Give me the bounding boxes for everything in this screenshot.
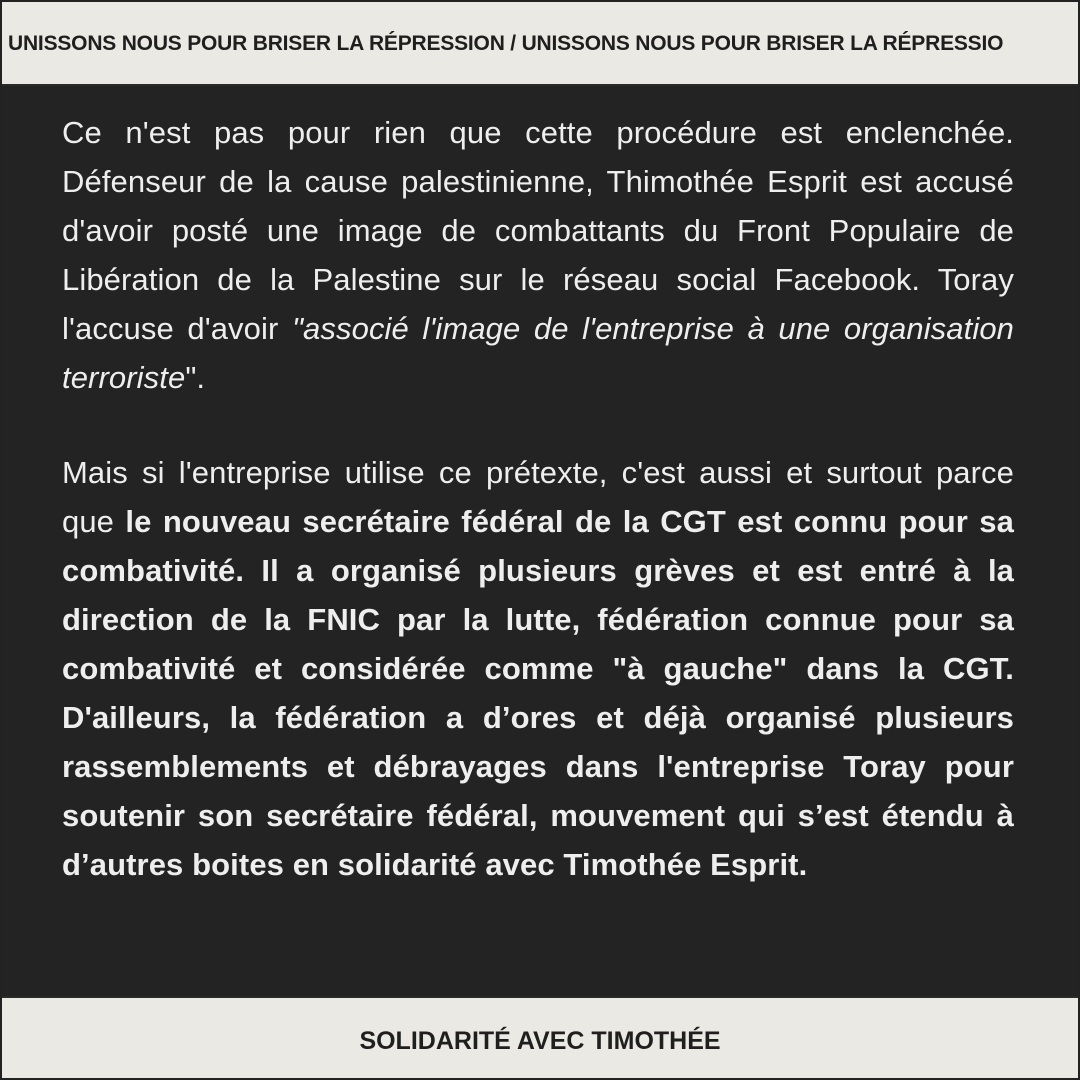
- article-body: [2, 86, 1078, 998]
- paragraph-1-intro: Ce n'est pas pour rien que cette procédure est enclenchée. Défenseur de la cause palestinienne, Thimothée Esprit est accusé d'avoir posté une image de combattants du Front Populaire de Libération de la Palestine sur le réseau social Facebook. Toray l'accuse d'avoir: [62, 115, 1014, 346]
- paragraph-2-bold: le nouveau secrétaire fédéral de la CGT est connu pour sa combativité. Il a organisé plusieurs grèves et est entré à la direction de la FNIC par la lutte, fédération connue pour sa combativité et considérée comme "à gauche" dans la CGT. D'ailleurs, la fédération a d’ores et déjà organisé plusieurs rassemblements et débrayages dans l'entreprise Toray pour soutenir son secrétaire fédéral, mouvement qui s’est étendu à d’autres boites en solidarité avec Timothée Esprit.: [62, 504, 1014, 882]
- top-banner-text: UNISSONS NOUS POUR BRISER LA RÉPRESSION / UNISSONS NOUS POUR BRISER LA RÉPRESSIO: [8, 32, 1004, 55]
- bottom-banner-text: SOLIDARITÉ AVEC TIMOTHÉE: [359, 1027, 721, 1055]
- top-banner: [2, 2, 1078, 86]
- paragraph-2-intro: Mais si l'entreprise utilise ce prétexte, c'est aussi et surtout parce que: [62, 455, 1014, 539]
- paragraph-2: [62, 448, 1014, 889]
- paragraph-1-quote: "associé l'image de l'entreprise à une organisation terroriste: [62, 311, 1014, 395]
- paragraph-1-outro: ".: [185, 360, 206, 395]
- paragraph-1: [62, 108, 1014, 402]
- bottom-banner: [2, 998, 1078, 1078]
